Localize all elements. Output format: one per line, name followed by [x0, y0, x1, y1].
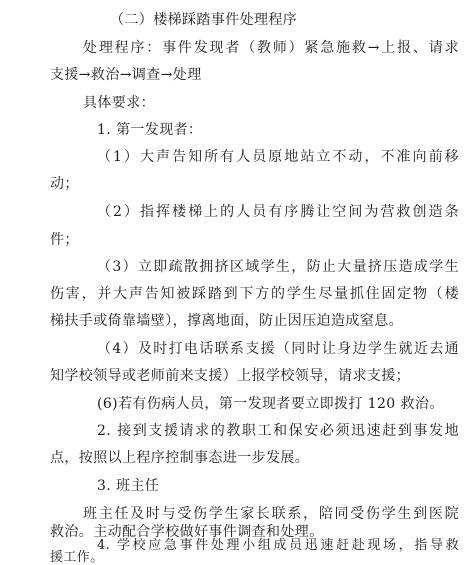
item-1-6-line: (6)若有伤病人员，第一发现者要立即拨打 120 救治。	[97, 396, 444, 412]
item-1-3-line-1: （3）立即疏散拥挤区域学生，防止大量挤压造成学生	[97, 259, 459, 275]
section-heading: （二）楼梯踩踏事件处理程序	[110, 12, 298, 28]
item-1-heading: 1. 第一发现者：	[97, 122, 203, 138]
procedure-line-1: 处理程序：事件发现者（教师）紧急施救→上报、请求	[83, 40, 459, 56]
item-1-1-line-2: 动；	[50, 176, 79, 192]
item-1-1-line-1: （1）大声告知所有人员原地站立不动，不准向前移	[97, 149, 459, 165]
item-4-line-2: 援工作。	[50, 550, 104, 565]
item-1-4-line-1: （4）及时打电话联系支援（同时让身边学生就近去通	[97, 341, 459, 357]
item-1-3-line-2: 伤害，并大声告知被踩踏到下方的学生尽量抓住固定物（楼	[50, 286, 459, 302]
item-3-line-1: 班主任及时与受伤学生家长联系，陪同受伤学生到医院	[83, 506, 459, 522]
procedure-line-2: 支援→救治→调查→处理	[50, 67, 202, 83]
item-1-2-line-2: 件；	[50, 232, 79, 248]
item-1-2-line-1: （2）指挥楼梯上的人员有序腾让空间为营救创造条	[97, 204, 459, 220]
item-1-3-line-3: 梯扶手或倚靠墙壁），撑离地面，防止因压迫造成窒息。	[50, 313, 403, 329]
item-3-line-2: 救治。主动配合学校做好事件调查和处理。	[50, 524, 324, 540]
item-2-line-2: 点，按照以上程序控制事态进一步发展。	[50, 450, 310, 466]
requirements-label: 具体要求：	[83, 95, 155, 111]
item-2-line-1: 2. 接到支援请求的教职工和保安必须迅速赶到事发地	[97, 423, 459, 439]
item-3-heading: 3. 班主任	[97, 478, 160, 494]
item-4-line-1: 4. 学校应急事件处理小组成员迅速赶赴现场，指导救	[97, 538, 459, 553]
item-1-4-line-2: 知学校领导或老师前来支援）上报学校领导，请求支援；	[50, 368, 410, 384]
